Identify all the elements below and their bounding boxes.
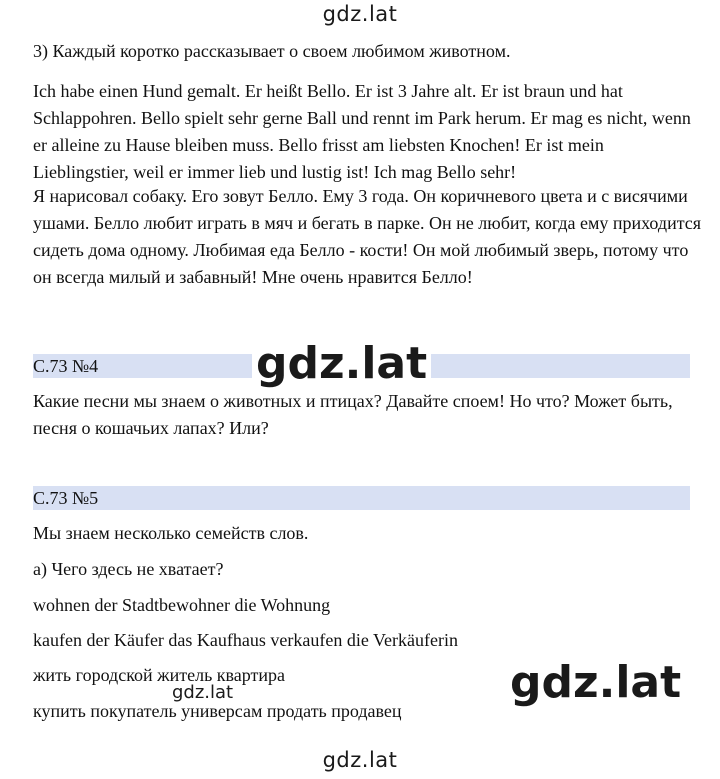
section5-line-6: купить покупатель универсам продать продавец (33, 701, 402, 721)
watermark-mid: gdz.lat (252, 337, 431, 391)
watermark-right: gdz.lat (510, 657, 682, 708)
section4-heading: С.73 №4 (33, 354, 690, 378)
task3-german-text: Ich habe einen Hund gemalt. Er heißt Bello. Er ist 3 Jahre alt. Er ist braun und hat Schlappohren. Bello spielt sehr gerne Ball und rennt im Park herum. Er mag es nicht, wenn er alleine zu Hause bleiben muss. Bello frisst am liebsten Knochen! Er ist mein Lieblingstier, weil er immer lieb und lustig ist! Ich mag Bello sehr! (33, 81, 691, 182)
watermark-small: gdz.lat (172, 682, 234, 703)
watermark-top: gdz.lat (322, 2, 398, 26)
section5-line-3: wohnen der Stadtbewohner die Wohnung (33, 595, 331, 615)
watermark-bottom: gdz.lat (322, 748, 398, 772)
section4-text: Какие песни мы знаем о животных и птицах? Давайте споем! Но что? Может быть, песня о кошачьих лапах? Или? (33, 391, 673, 438)
section5-line-5: жить городской житель квартира (33, 665, 286, 685)
task3-intro: 3) Каждый коротко рассказывает о своем любимом животном. (33, 41, 511, 61)
task3-russian-text: Я нарисовал собаку. Его зовут Белло. Ему 3 года. Он коричневого цвета и с висячими ушами. Белло любит играть в мяч и бегать в парке. Он не любит, когда ему приходится сидеть дома одному. Любимая еда Белло - кости! Он мой любимый зверь, потому что он всегда милый и забавный! Мне очень нравится Белло! (33, 186, 702, 287)
section5-heading: С.73 №5 (33, 486, 690, 510)
section5-line-1: Мы знаем несколько семейств слов. (33, 523, 309, 543)
section5-line-2: а) Чего здесь не хватает? (33, 559, 224, 579)
section5-line-4: kaufen der Käufer das Kaufhaus verkaufen die Verkäuferin (33, 630, 458, 650)
